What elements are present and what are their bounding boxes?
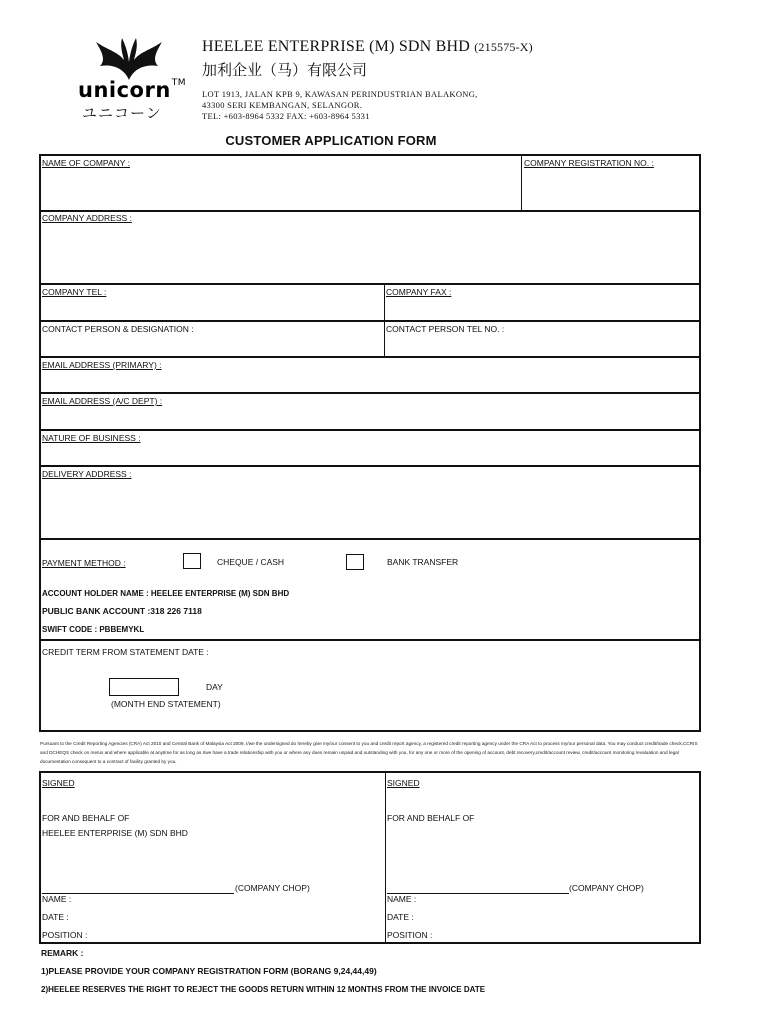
contact-tel-label: CONTACT PERSON TEL NO. : xyxy=(386,324,505,334)
right-position-label: POSITION : xyxy=(387,930,433,940)
company-address-field[interactable] xyxy=(41,212,699,283)
company-fax-field[interactable] xyxy=(386,285,699,320)
delivery-address-field[interactable] xyxy=(41,467,699,538)
right-name-label: NAME : xyxy=(387,894,417,904)
left-signed-label: SIGNED xyxy=(42,778,75,788)
contact-tel-field[interactable] xyxy=(386,322,699,356)
credit-term-section xyxy=(41,641,699,730)
left-behalf-label: FOR AND BEHALF OF xyxy=(42,813,130,823)
company-name-chinese: 加利企业（马）有限公司 xyxy=(202,61,368,79)
left-company-label: HEELEE ENTERPRISE (M) SDN BHD xyxy=(42,828,188,838)
bank-transfer-checkbox[interactable] xyxy=(346,554,364,570)
remark-label: REMARK : xyxy=(41,948,84,958)
company-name-label: NAME OF COMPANY : xyxy=(42,158,131,168)
credit-days-input[interactable] xyxy=(109,678,179,696)
company-fax-label: COMPANY FAX : xyxy=(386,287,452,297)
signature-section xyxy=(39,771,701,944)
left-name-label: NAME : xyxy=(42,894,72,904)
company-logo xyxy=(70,38,195,128)
swift-code-text: SWIFT CODE : PBBEMYKL xyxy=(42,625,145,634)
remark-item-1: 1)PLEASE PROVIDE YOUR COMPANY REGISTRATION FORM (BORANG 9,24,44,49) xyxy=(41,966,377,976)
company-tel-field[interactable] xyxy=(41,285,384,320)
day-label: DAY xyxy=(206,682,223,692)
nature-business-label: NATURE OF BUSINESS : xyxy=(42,433,141,443)
company-reg-no-field[interactable] xyxy=(522,156,699,210)
payment-method-label: PAYMENT METHOD : xyxy=(42,558,126,568)
email-ac-field[interactable] xyxy=(41,394,699,429)
form-title: CUSTOMER APPLICATION FORM xyxy=(225,133,437,148)
remark-item-2: 2)HEELEE RESERVES THE RIGHT TO REJECT THE GOODS RETURN WITHIN 12 MONTHS FROM THE INVOICE DATE xyxy=(41,985,486,994)
cheque-cash-checkbox[interactable] xyxy=(183,553,201,569)
right-signed-label: SIGNED xyxy=(387,778,420,788)
company-name-field[interactable] xyxy=(41,156,521,210)
right-chop-label: (COMPANY CHOP) xyxy=(569,883,644,893)
logo-wordmark: unicorn™ xyxy=(78,78,187,102)
company-address-label: COMPANY ADDRESS : xyxy=(42,213,132,223)
left-position-label: POSITION : xyxy=(42,930,88,940)
contact-person-field[interactable] xyxy=(41,322,384,356)
month-end-label: (MONTH END STATEMENT) xyxy=(111,699,221,709)
company-reg-no-label: COMPANY REGISTRATION NO. : xyxy=(524,158,654,168)
email-primary-field[interactable] xyxy=(41,358,699,392)
contact-person-label: CONTACT PERSON & DESIGNATION : xyxy=(42,324,194,334)
consent-paragraph: Pursuant to the Credit Reporting Agencies (CRA) Act 2010 and Central Bank of Malaysia Act 2009, I/we the undersigned do hereby give my/our consent to you and credit report agency, a registered credit reporting agency under the CRA Act to process my/our personal data. You may conduct credit/trade check,CCRIS and DCHEQS check on me/us and where applicable at anytime for as long as I/we have a trade relationship with you or where any dues remain unpaid and outstanding with you, for any one or more of the opening of account, debt recovery,credit/account review, credit/account monitoring /evaluation and legal documentation consequent to a contract of facility granted by you. xyxy=(40,741,698,764)
company-address-line-1: LOT 1913, JALAN KPB 9, KAWASAN PERINDUSTRIAN BALAKONG, xyxy=(202,89,478,99)
company-address-line-2: 43300 SERI KEMBANGAN, SELANGOR. xyxy=(202,100,363,110)
company-tel-label: COMPANY TEL : xyxy=(42,287,107,297)
bank-account-text: PUBLIC BANK ACCOUNT :318 226 7118 xyxy=(42,606,202,616)
unicorn-wings-icon xyxy=(94,38,164,82)
email-ac-label: EMAIL ADDRESS (A/C DEPT) : xyxy=(42,396,163,406)
nature-business-field[interactable] xyxy=(41,431,699,465)
delivery-address-label: DELIVERY ADDRESS : xyxy=(42,469,132,479)
application-form xyxy=(39,154,701,732)
company-contact-line: TEL: +603-8964 5332 FAX: +603-8964 5331 xyxy=(202,111,370,121)
bank-transfer-label: BANK TRANSFER xyxy=(387,557,459,567)
cheque-cash-label: CHEQUE / CASH xyxy=(217,557,285,567)
account-holder-text: ACCOUNT HOLDER NAME : HEELEE ENTERPRISE (M) SDN BHD xyxy=(42,589,290,598)
right-behalf-label: FOR AND BEHALF OF xyxy=(387,813,475,823)
payment-section xyxy=(41,540,699,639)
email-primary-label: EMAIL ADDRESS (PRIMARY) : xyxy=(42,360,162,370)
credit-term-label: CREDIT TERM FROM STATEMENT DATE : xyxy=(42,647,209,657)
left-date-label: DATE : xyxy=(42,912,69,922)
company-name: HEELEE ENTERPRISE (M) SDN BHD (215575-X) xyxy=(202,38,533,55)
logo-katakana: ユニコーン xyxy=(82,104,162,122)
right-date-label: DATE : xyxy=(387,912,414,922)
left-chop-label: (COMPANY CHOP) xyxy=(235,883,310,893)
